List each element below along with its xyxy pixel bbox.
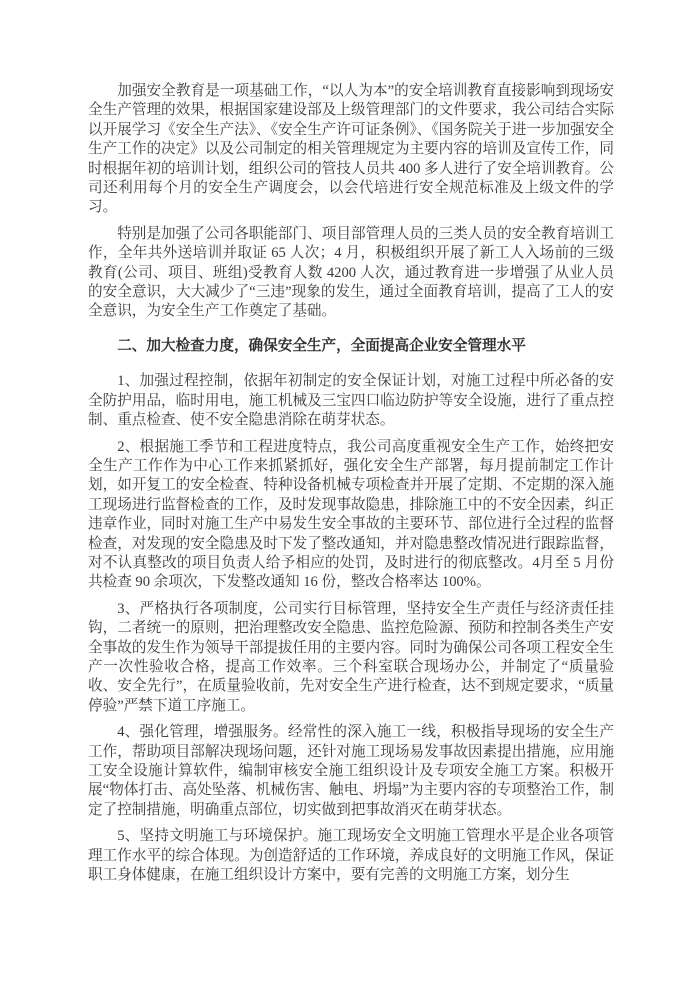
section-heading: 二、加大检查力度，确保安全生产，全面提高企业安全管理水平: [117, 337, 526, 354]
paragraph: 3、严格执行各项制度，公司实行目标管理，坚持安全生产责任与经济责任挂钩，二者统一的原则，把治理整改安全隐患、监控危险源、预防和控制各类生产安全事故的发生作为领导干部提拔任用的主要内容。同时为确保公司各项工程安全生产一次性验收合格，提高工作效率。三个科室联合现场办公，并制定了“质量验收、安全先行”，在质量验收前，先对安全生产进行检查，达不到规定要求，“质量停验”严禁下道工序施工。: [88, 600, 614, 714]
paragraph: 特别是加强了公司各职能部门、项目部管理人员的三类人员的安全教育培训工作，全年共外送培训并取证 65 人次；4 月，积极组织开展了新工人入场前的三级教育(公司、项目、班组)受教育人数 4200 人次，通过教育进一步增强了从业人员的安全意识，大大减少了“三违”现象的发生，通过全面教育培训，提高了工人的安全意识，为安全生产工作奠定了基础。: [88, 225, 614, 320]
paragraph: 4、强化管理，增强服务。经常性的深入施工一线，积极指导现场的安全生产工作，帮助项目部解决现场问题，还针对施工现场易发事故因素提出措施，应用施工安全设施计算软件，编制审核安全施工组织设计及专项安全施工方案。积极开展“物体打击、高处坠落、机械伤害、触电、坍塌”为主要内容的专项整治工作，制定了控制措施，明确重点部位，切实做到把事故消灭在萌芽状态。: [88, 724, 614, 818]
paragraph: 2、根据施工季节和工程进度特点，我公司高度重视安全生产工作，始终把安全生产工作作为中心工作来抓紧抓好，强化安全生产部署，每月提前制定工作计划，如开复工的安全检查、特种设备机械专项检查并开展了定期、不定期的深入施工现场进行监督检查的工作，及时发现事故隐患，排除施工中的不安全因素，纠正违章作业，同时对施工生产中易发生安全事故的主要环节、部位进行全过程的监督检查，对发现的安全隐患及时下发了整改通知，并对隐患整改情况进行跟踪监督，对不认真整改的项目负责人给予相应的处罚，及时进行的彻底整改。4月至 5 月份共检查 90 余项次，下发整改通知 16 份，整改合格率达 100%。: [88, 438, 614, 591]
paragraph: 加强安全教育是一项基础工作，“以人为本”的安全培训教育直接影响到现场安全生产管理的效果，根据国家建设部及上级管理部门的文件要求，我公司结合实际以开展学习《安全生产法》、《安全生产许可证条例》、《国务院关于进一步加强安全生产工作的决定》以及公司制定的相关管理规定为主要内容的培训及宣传工作，同时根据年初的培训计划，组织公司的管技人员共 400 多人进行了安全培训教育。公司还利用每个月的安全生产调度会，以会代培进行安全规范标准及上级文件的学习。: [88, 83, 614, 216]
paragraph: 5、坚持文明施工与环境保护。施工现场安全文明施工管理水平是企业各项管理工作水平的综合体现。为创造舒适的工作环境，养成良好的文明施工作风，保证职工身体健康，在施工组织设计方案中，要有完善的文明施工方案，划分生: [88, 828, 614, 884]
paragraph: 1、加强过程控制，依据年初制定的安全保证计划，对施工过程中所必备的安全防护用品，临时用电，施工机械及三宝四口临边防护等安全设施，进行了重点控制、重点检查、使不安全隐患消除在萌芽状态。: [88, 373, 614, 429]
document-body: [88, 82, 614, 885]
